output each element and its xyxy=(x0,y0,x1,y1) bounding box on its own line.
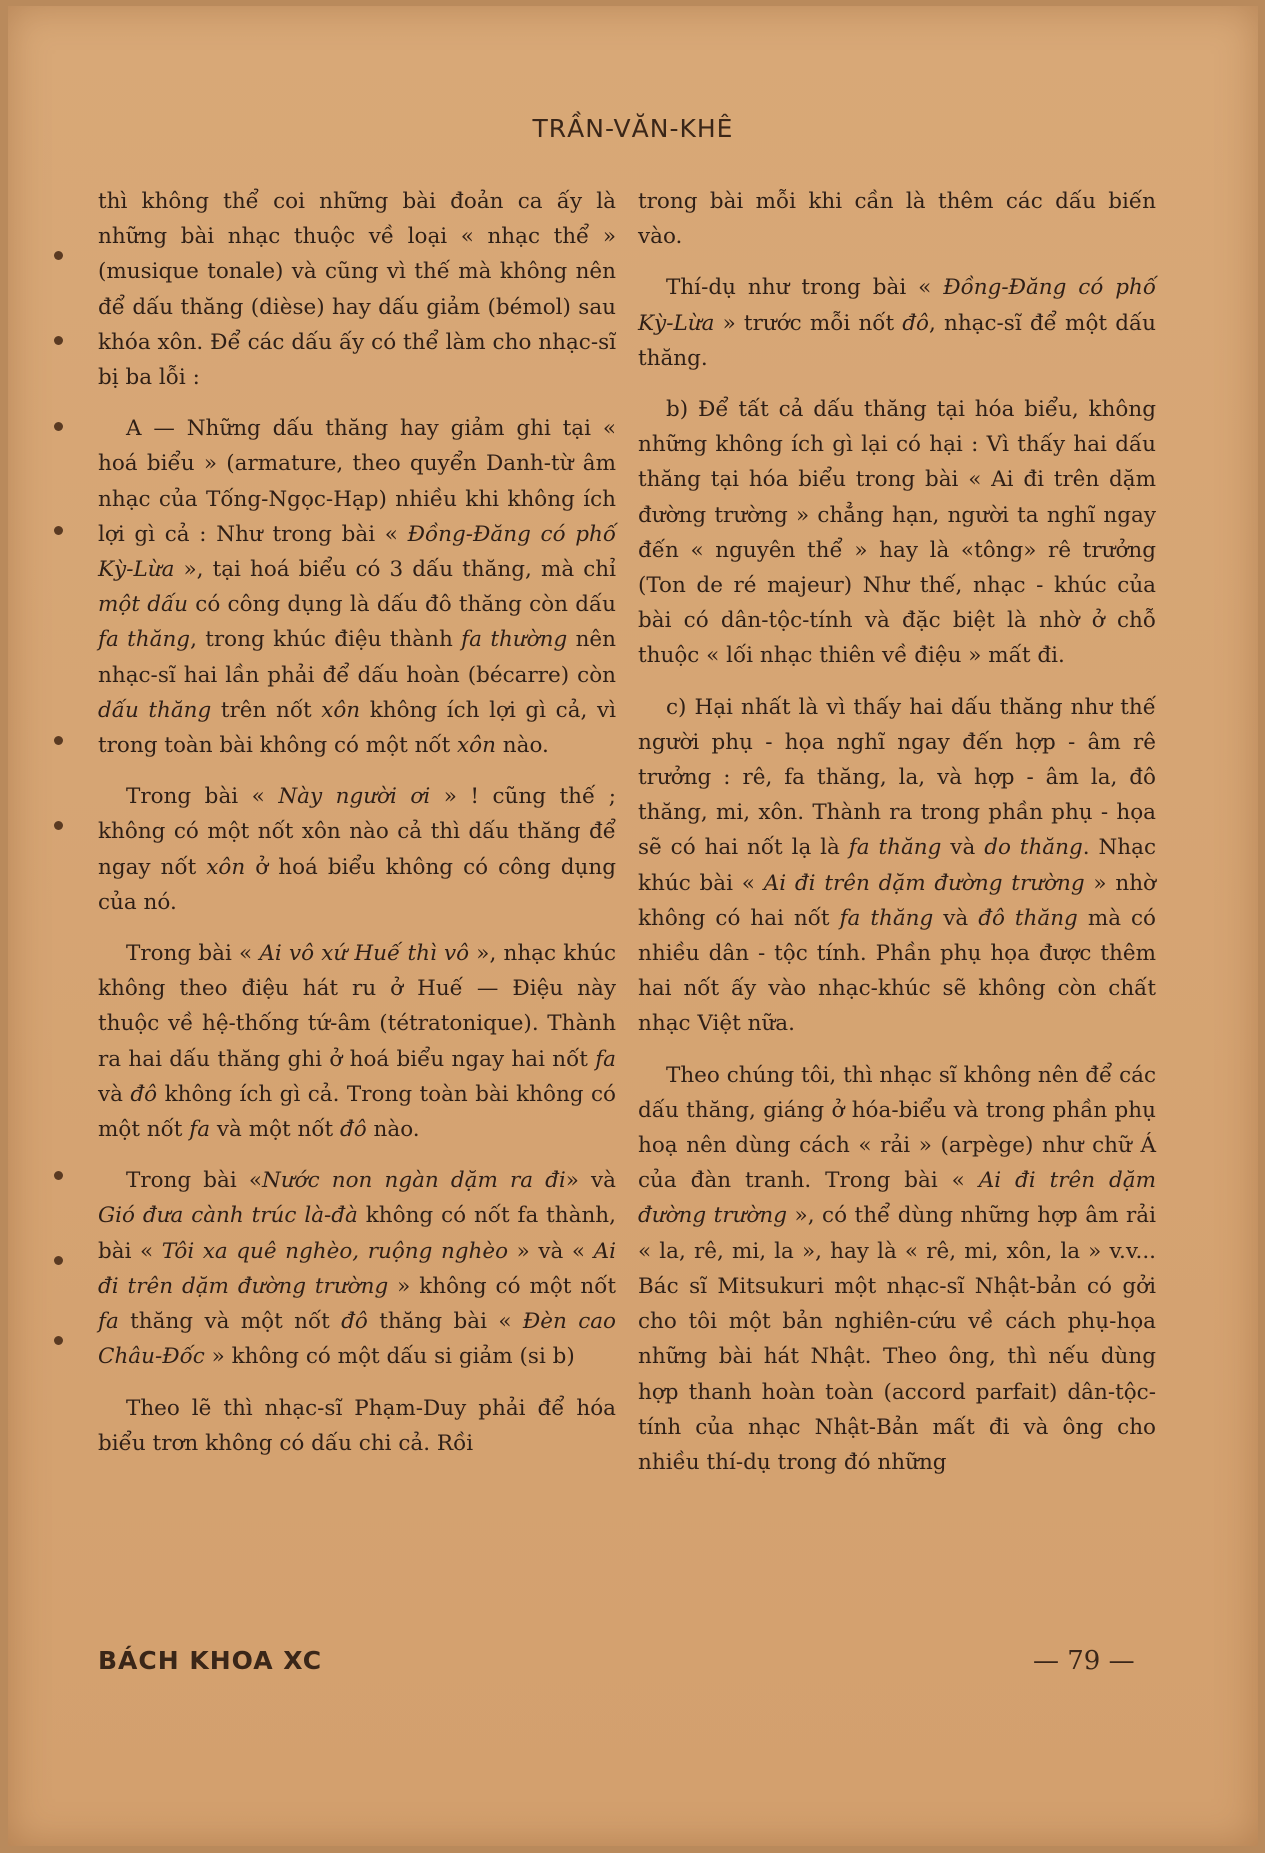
page-number: — 79 — xyxy=(1033,1646,1135,1676)
paragraph: Trong bài «Nước non ngàn dặm ra đi» và Gió đưa cành trúc là-đà không có nốt fa thành, bài « Tôi xa quê nghèo, ruộng nghèo » và « Ai đi trên dặm đường trường » không có một nốt fa thăng và một nốt đô thăng bài « Đèn cao Châu-Đốc » không có một dấu si giảm (si b) xyxy=(98,1168,617,1370)
right-column xyxy=(638,184,1156,1496)
binding-hole-mark xyxy=(54,251,63,260)
paragraph: Trong bài « Ai vô xứ Huế thì vô », nhạc khúc không theo điệu hát ru ở Huế — Điệu này thuộc về hệ-thống tứ-âm (tétratonique). Thành ra hai dấu thăng ghi ở hoá biểu ngay hai nốt fa và đô không ích gì cả. Trong toàn bài không có một nốt fa và một nốt đô nào. xyxy=(98,941,616,1143)
paragraph: c) Hại nhất là vì thấy hai dấu thăng như thế người phụ - họa nghĩ ngay đến hợp - âm rê trưởng : rê, fa thăng, la, và hợp - âm la, đô thăng, mi, xôn. Thành ra trong phần phụ - họa sẽ có hai nốt lạ là fa thăng và do thăng. Nhạc khúc bài « Ai đi trên dặm đường trường » nhờ không có hai nốt fa thăng và đô thăng mà có nhiều dân - tộc tính. Phần phụ họa được thêm hai nốt ấy vào nhạc-khúc sẽ không còn chất nhạc Việt nữa. xyxy=(638,694,1156,1037)
binding-hole-mark xyxy=(54,422,63,431)
binding-hole-mark xyxy=(54,1336,63,1345)
binding-hole-mark xyxy=(54,526,63,535)
paragraph: b) Để tất cả dấu thăng tại hóa biểu, không những không ích gì lại có hại : Vì thấy hai dấu thăng tại hóa biểu trong bài « Ai đi trên dặm đường trường » chẳng hạn, người ta nghĩ ngay đến « nguyên thể » hay là «tông» rê trưởng (Ton de ré majeur) Như thế, nhạc - khúc của bài có dân-tộc-tính và đặc biệt là nhờ ở chỗ thuộc « lối nhạc thiên về điệu » mất đi. xyxy=(638,397,1156,669)
paragraph: Trong bài « Này người ơi » ! cũng thế ; không có một nốt xôn nào cả thì dấu thăng để ngay nốt xôn ở hoá biểu không có công dụng của nó. xyxy=(98,784,616,915)
paragraph: trong bài mỗi khi cần là thêm các dấu biến vào. xyxy=(638,189,1156,250)
binding-hole-mark xyxy=(54,1256,63,1265)
binding-hole-mark xyxy=(54,1171,63,1180)
paragraph: Theo chúng tôi, thì nhạc sĩ không nên để các dấu thăng, giáng ở hóa-biểu và trong phần phụ hoạ nên dùng cách « rải » (arpège) như chữ Á của đàn tranh. Trong bài « Ai đi trên dặm đường trường », có thể dùng những hợp âm rải « la, rê, mi, la », hay là « rê, mi, xôn, la » v.v... Bác sĩ Mitsukuri một nhạc-sĩ Nhật-bản có gởi cho tôi một bản nghiên-cứu về cách phụ-họa những bài hát Nhật. Theo ông, thì nếu dùng hợp thanh hoàn toàn (accord parfait) dân-tộc-tính của nhạc Nhật-Bản mất đi và ông cho nhiều thí-dụ trong đó những xyxy=(638,1062,1156,1475)
binding-hole-mark xyxy=(54,336,63,345)
paragraph: Thí-dụ như trong bài « Đồng-Đăng có phố Kỳ-Lừa » trước mỗi nốt đô, nhạc-sĩ để một dấu thăng. xyxy=(638,275,1156,371)
page-sheet xyxy=(8,6,1258,1846)
paragraph: thì không thể coi những bài đoản ca ấy là những bài nhạc thuộc về loại « nhạc thể » (musique tonale) và cũng vì thế mà không nên để dấu thăng (dièse) hay dấu giảm (bémol) sau khóa xôn. Để các dấu ấy có thể làm cho nhạc-sĩ bị ba lỗi : xyxy=(98,189,616,391)
left-column xyxy=(98,184,616,1477)
paragraph: Theo lẽ thì nhạc-sĩ Phạm-Duy phải để hóa biểu trơn không có dấu chi cả. Rồi xyxy=(98,1395,616,1456)
paragraph: A — Những dấu thăng hay giảm ghi tại « hoá biểu » (armature, theo quyển Danh-từ âm nhạc của Tống-Ngọc-Hạp) nhiều khi không ích lợi gì cả : Như trong bài « Đồng-Đăng có phố Kỳ-Lừa », tại hoá biểu có 3 dấu thăng, mà chỉ một dấu có công dụng là dấu đô thăng còn dấu fa thăng, trong khúc điệu thành fa thường nên nhạc-sĩ hai lần phải để dấu hoàn (bécarre) còn dấu thăng trên nốt xôn không ích lợi gì cả, vì trong toàn bài không có một nốt xôn nào. xyxy=(98,416,616,759)
binding-hole-mark xyxy=(54,736,63,745)
journal-name: BÁCH KHOA XC xyxy=(98,1646,323,1675)
running-header: TRẦN-VĂN-KHÊ xyxy=(532,114,734,143)
binding-hole-mark xyxy=(54,821,63,830)
